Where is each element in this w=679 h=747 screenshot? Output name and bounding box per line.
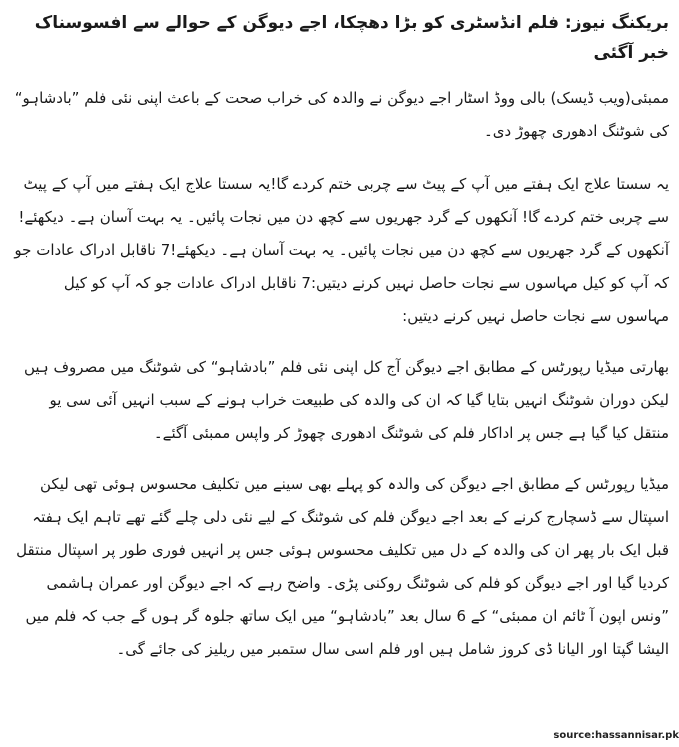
article-paragraph-report: بھارتی میڈیا رپورٹس کے مطابق اجے دیوگن آج کل اپنی نئی فلم ”بادشاہو“ کی شوٹنگ میں مصروف ہیں لیکن دوران شوٹنگ انہیں بتایا گیا کہ ان کی والدہ کی طبیعت خراب ہونے کے سبب انہیں آئی سی یو منتقل کیا گیا ہے جس پر اداکار فلم کی شوٹنگ ادھوری چھوڑ کر واپس ممبئی آگئے۔: [23, 358, 669, 442]
article-headline: بریکنگ نیوز: فلم انڈسٹری کو بڑا دھچکا، اجے دیوگن کے حوالے سے افسوسناک خبر آگئی: [34, 13, 669, 63]
source-credit: source:hassannisar.pk: [553, 730, 679, 741]
article-paragraph-details: میڈیا رپورٹس کے مطابق اجے دیوگن کی والدہ کو پہلے بھی سینے میں تکلیف محسوس ہوئی تھی لیکن اسپتال سے ڈسچارج کرنے کے بعد اجے دیوگن فلم کی شوٹنگ کے لیے نئی دلی چلے گئے تھے تاہم ایک ہفتہ قبل ایک بار پھر ان کی والدہ کے دل میں تکلیف محسوس ہوئی جس پر انہیں فوری طور پر اسپتال منتقل کردیا گیا اور اجے دیوگن کو فلم کی شوٹنگ روکنی پڑی۔ واضح رہے کہ اجے دیوگن اور عمران ہاشمی ”ونس اپون آ ٹائم ان ممبئی“ کے 6 سال بعد ”بادشاہو“ میں ایک ساتھ جلوہ گر ہوں گے جب کہ فلم میں الیشا گپتا اور الیانا ڈی کروز شامل ہیں اور فلم اسی سال ستمبر میں ریلیز کی جائے گی۔: [16, 475, 669, 658]
article: [14, 0, 669, 747]
article-paragraph-promo: یہ سستا علاج ایک ہفتے میں آپ کے پیٹ سے چربی ختم کردے گا!یہ سستا علاج ایک ہفتے میں آپ کے پیٹ سے چربی ختم کردے گا! آنکھوں کے گرد جھریوں سے کچھ دن میں نجات پائیں۔ یہ بہت آسان ہے۔ دیکھئے!آنکھوں کے گرد جھریوں سے کچھ دن میں نجات پائیں۔ یہ بہت آسان ہے۔ دیکھئے!7 ناقابل ادراک عادات جو کہ آپ کو کیل مہاسوں سے نجات حاصل نہیں کرنے دیتیں:7 ناقابل ادراک عادات جو کہ آپ کو کیل مہاسوں سے نجات حاصل نہیں کرنے دیتیں:: [14, 175, 669, 325]
article-paragraph-intro: ممبئی(ویب ڈیسک) بالی ووڈ اسٹار اجے دیوگن نے والدہ کی خراب صحت کے باعث اپنی نئی فلم ”بادشاہو“ کی شوٹنگ ادھوری چھوڑ دی۔: [14, 89, 669, 140]
